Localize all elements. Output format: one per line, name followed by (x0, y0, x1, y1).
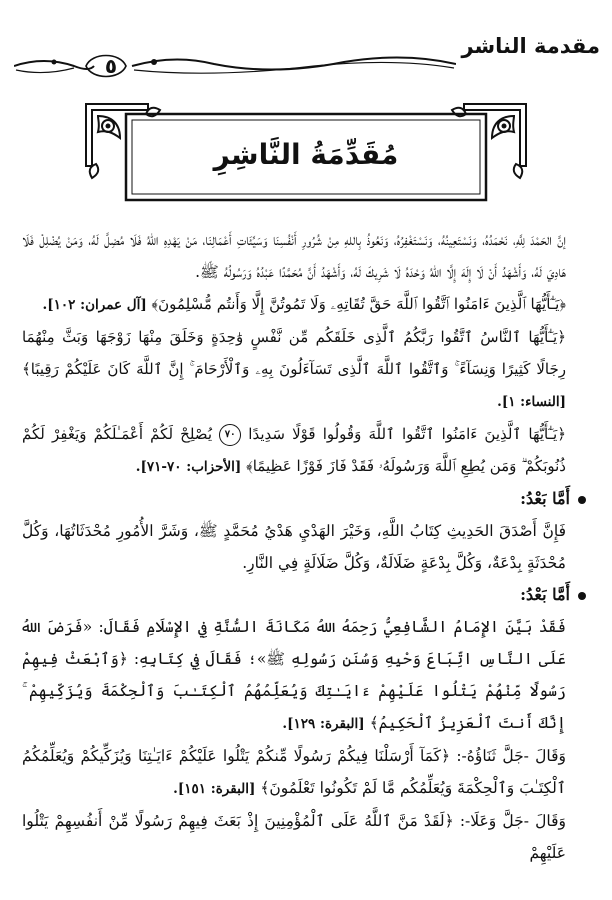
section-heading (22, 579, 592, 611)
paragraph: فَإِنَّ أَصْدَقَ الحَدِيثِ كِتَابُ اللَّهِ، وَخَيْرَ الهَدْيِ هَدْيُ مُحَمَّدٍ ﷺ، وَشَرَّ الأُمُورِ مُحْدَثَاتُهَا، وَكُلَّ مُحْدَثَةٍ بِدْعَةٌ، وَكُلَّ بِدْعَةٍ ضَلَالَةٌ، وَكُلَّ ضَلَالَةٍ فِي النَّارِ. (22, 522, 566, 572)
verse-reference: [الأحزاب: ٧٠-٧١]. (135, 459, 242, 475)
verse-reference: [البقرة: ١٥١]. (173, 781, 256, 797)
body-text (22, 224, 592, 869)
quran-verse (22, 418, 592, 483)
verse-end-mark: ٧٠ (219, 424, 241, 446)
running-title: مقدمة الناشر (461, 34, 600, 58)
quran-verse (22, 321, 592, 418)
verse-text: ﴿يَـٰٓأَيُّهَا ٱلَّذِينَ ءَامَنُوا ٱتَّقُوا ٱللَّهَ وَقُولُوا قَوْلًا سَدِيدًا (248, 425, 566, 443)
page-number: ٥ (104, 54, 118, 78)
quran-verse (22, 288, 592, 321)
verse-reference: [آل عمران: ١٠٢]. (42, 297, 147, 313)
bullet-icon (578, 592, 586, 600)
paragraph-text: وَقَالَ -جَلَّ ثَنَاؤُهُ-: ﴿كَمَآ أَرْسَلْنَا فِيكُمْ رَسُولًا مِّنكُمْ يَتْلُوا عَلَيْكُمْ ءَايَـٰتِنَا وَيُزَكِّيكُمْ وَيُعَلِّمُكُمُ ٱلْكِتَـٰبَ وَٱلْحِكْمَةَ وَيُعَلِّمُكُم مَّا لَمْ تَكُونُوا تَعْلَمُونَ﴾ (22, 747, 566, 797)
verse-reference: [النساء: ١]. (497, 394, 566, 410)
verse-text: يُصْلِحْ لَكُمْ أَعْمَـٰلَكُمْ وَيَغْفِرْ لَكُمْ ذُنُوبَكُمْ ۗ وَمَن يُطِعِ ٱللَّهَ وَرَسُولَهُۥ فَقَدْ فَازَ فَوْزًا عَظِيمًا﴾ (22, 425, 566, 475)
heading-label: أَمَّا بَعْدُ: (520, 585, 570, 604)
section-title: مُقَدِّمَةُ النَّاشِرِ (213, 138, 399, 171)
paragraph (22, 740, 592, 805)
paragraph (22, 611, 592, 740)
verse-text: ﴿يَـٰٓأَيُّهَا ٱلنَّاسُ ٱتَّقُوا رَبَّكُمُ ٱلَّذِى خَلَقَكُم مِّن نَّفْسٍ وَٰحِدَةٍ وَخَلَقَ مِنْهَا زَوْجَهَا وَبَثَّ مِنْهُمَا رِجَالًا كَثِيرًا وَنِسَآءً ۚ وَٱتَّقُوا ٱللَّهَ ٱلَّذِى تَسَآءَلُونَ بِهِۦ وَٱلْأَرْحَامَ ۚ إِنَّ ٱللَّهَ كَانَ عَلَيْكُمْ رَقِيبًا﴾ (22, 328, 566, 378)
bullet-icon (578, 496, 586, 504)
heading-label: أَمَّا بَعْدُ: (520, 489, 570, 508)
paragraph: وَقَالَ -جَلَّ وَعَلَا-: ﴿لَقَدْ مَنَّ ٱللَّهُ عَلَى ٱلْمُؤْمِنِينَ إِذْ بَعَثَ فِيهِمْ رَسُولًا مِّنْ أَنفُسِهِمْ يَتْلُوا عَلَيْهِمْ (22, 812, 566, 862)
verse-reference: [البقرة: ١٢٩]. (282, 716, 365, 732)
paragraph-text: فَقَدْ بَيَّنَ الإِمَامُ الشَّافِعِيُّ رَحِمَهُ اللهُ مَكَانَةَ السُّنَّةِ فِي الإِسْلَامِ فَقَالَ: «فَرَضَ اللهُ عَلَى النَّاسِ اتِّبَاعَ وَحْيِهِ وَسُنَنِ رَسُولِهِ ﷺ»؛ فَقَالَ فِي كِتَابِهِ: ﴿وَٱبْعَثْ فِيهِمْ رَسُولًا مِّنْهُمْ يَتْلُوا عَلَيْهِمْ ءَايَـٰتِكَ وَيُعَلِّمُهُمُ ٱلْكِتَـٰبَ وَٱلْحِكْمَةَ وَيُزَكِّيهِمْ ۚ إِنَّكَ أَنتَ ٱلْعَزِيزُ ٱلْحَكِيمُ﴾ (22, 618, 566, 732)
opening-paragraph: إنَّ الحَمْدَ لِلَّهِ، نَحْمَدُهُ، وَنَسْتَعِينُهُ، وَنَسْتَغْفِرُهُ، وَنَعُوذُ بِاللهِ مِنْ شُرُورِ أَنْفُسِنَا وَسَيِّئَاتِ أَعْمَالِنَا، مَنْ يَهْدِهِ اللهُ فَلَا مُضِلَّ لَهُ، وَمَنْ يُضْلِلْ فَلَا هَادِيَ لَهُ، وَأَشْهَدُ أَنْ لَا إِلَهَ إِلَّا اللهُ وَحْدَهُ لَا شَرِيكَ لَهُ، وَأَشْهَدُ أَنَّ مُحَمَّدًا عَبْدُهُ وَرَسُولُهُ ﷺ. (22, 231, 566, 281)
page-number-ornament (14, 46, 456, 86)
section-heading (22, 483, 592, 515)
verse-text: ﴿يَـٰٓأَيُّهَا ٱلَّذِينَ ءَامَنُوا ٱتَّقُوا ٱللَّهَ حَقَّ تُقَاتِهِۦ وَلَا تَمُوتُنَّ إِلَّا وَأَنتُم مُّسْلِمُونَ﴾ (151, 295, 566, 313)
